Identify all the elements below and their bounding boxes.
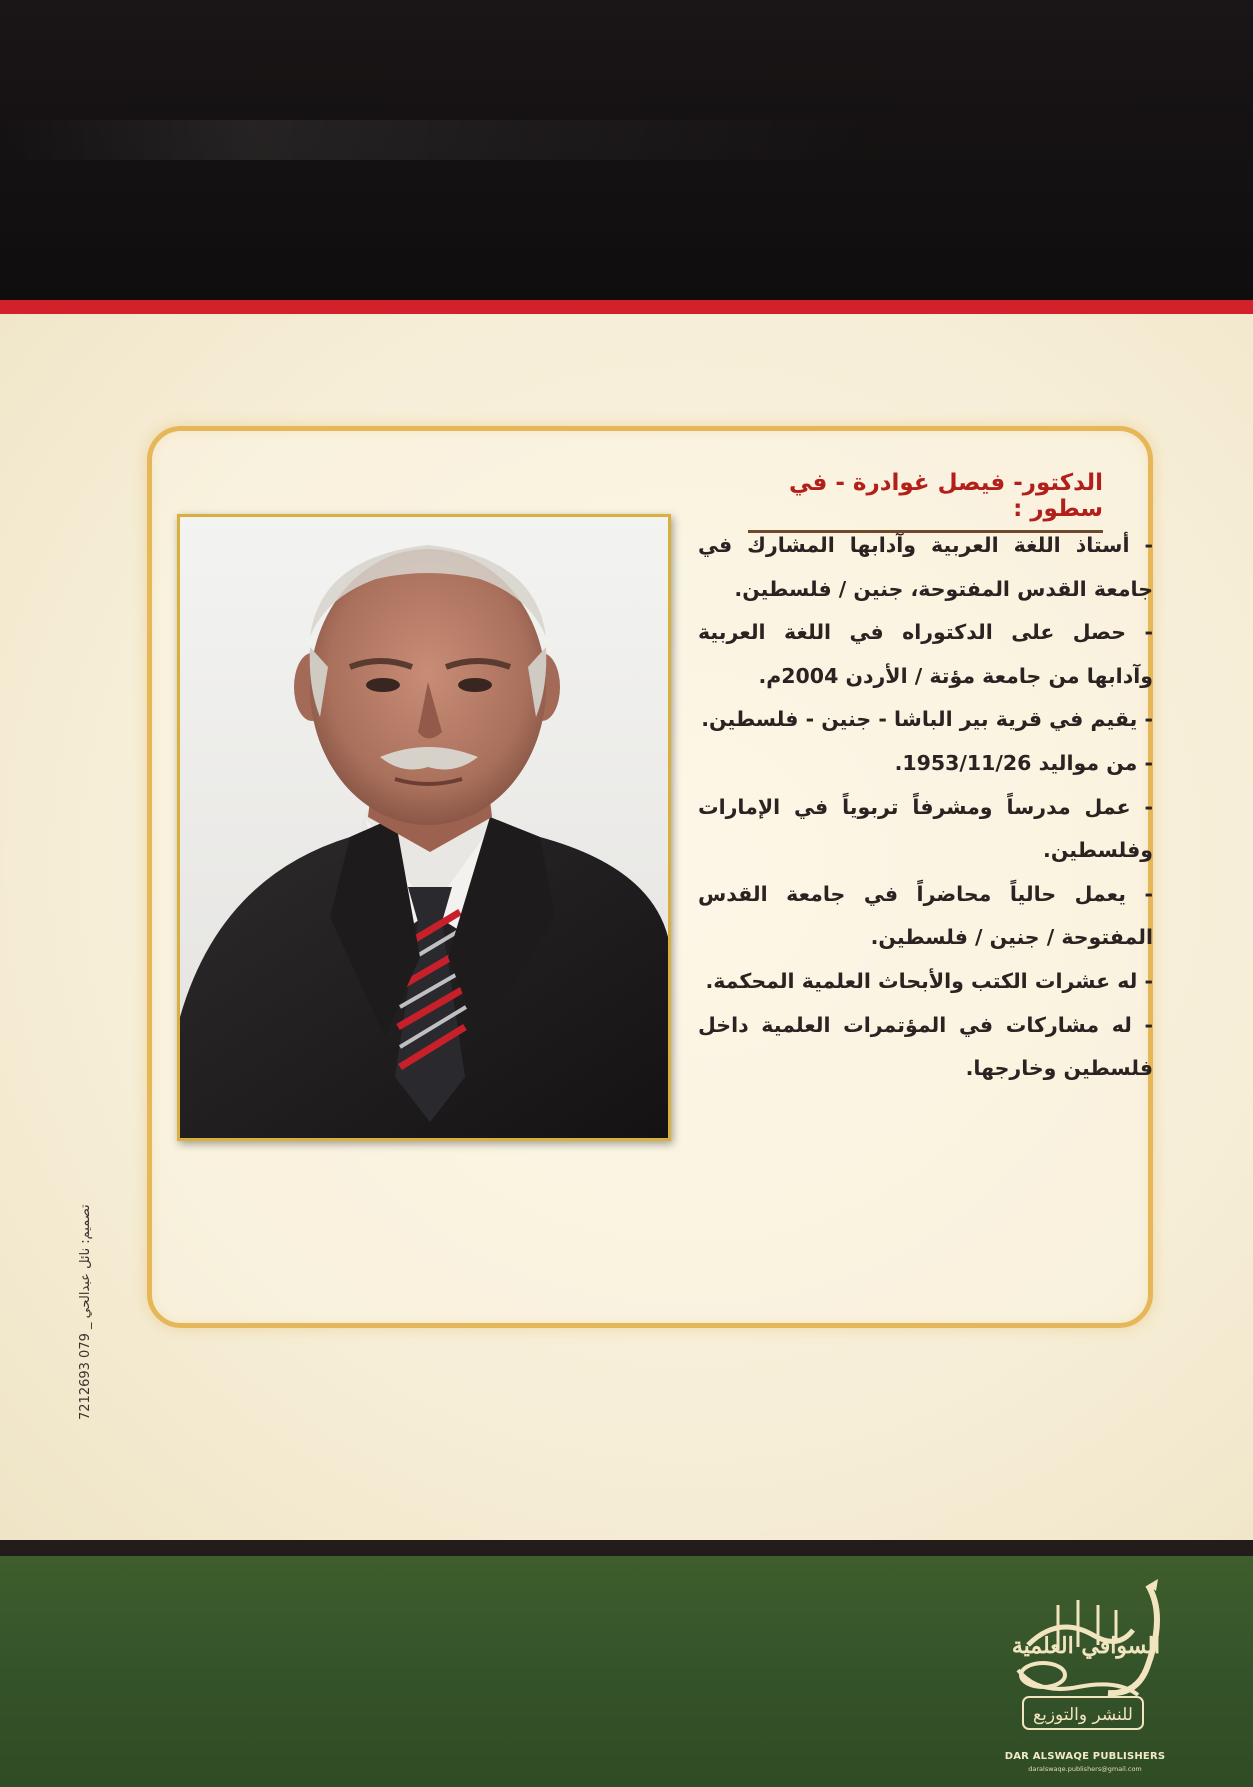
red-stripe: [0, 300, 1253, 314]
logo-line1: السوافي العلمية: [1011, 1633, 1161, 1659]
bio-item: - يقيم في قرية بير الباشا - جنين - فلسطين.: [701, 707, 1153, 732]
bio-item: - له عشرات الكتب والأبحاث العلمية المحكمة.: [705, 968, 1153, 993]
bio-item: - له مشاركات في المؤتمرات العلمية داخل فلسطين وخارجها.: [698, 1012, 1153, 1081]
publisher-name: DAR ALSWAQE PUBLISHERS: [1004, 1751, 1166, 1762]
logo-line2: للنشر والتوزيع: [1033, 1705, 1133, 1725]
bio-list: [698, 524, 1153, 1091]
publisher-logo: [998, 1575, 1173, 1745]
bio-heading: الدكتور- فيصل غوادرة - في سطور :: [748, 470, 1103, 533]
publisher-email: daralswaqe.publishers@gmail.com: [1028, 1765, 1142, 1773]
author-portrait-icon: [180, 517, 668, 1138]
bio-item: - يعمل حالياً محاضراً في جامعة القدس المفتوحة / جنين / فلسطين.: [698, 881, 1153, 950]
top-dark-band: [0, 0, 1253, 300]
bio-item: - عمل مدرساً ومشرفاً تربوياً في الإمارات وفلسطين.: [698, 794, 1153, 863]
bio-item: - حصل على الدكتوراه في اللغة العربية وآدابها من جامعة مؤتة / الأردن 2004م.: [698, 620, 1153, 688]
author-portrait: [177, 514, 671, 1141]
dark-stripe: [0, 1540, 1253, 1556]
bio-item: - أستاذ اللغة العربية وآدابها المشارك في جامعة القدس المفتوحة، جنين / فلسطين.: [698, 533, 1153, 601]
bio-item: - من مواليد 1953/11/26.: [894, 750, 1153, 775]
design-credit: تصميم: نائل عبدالحي _ 079 7212693: [78, 1204, 93, 1420]
